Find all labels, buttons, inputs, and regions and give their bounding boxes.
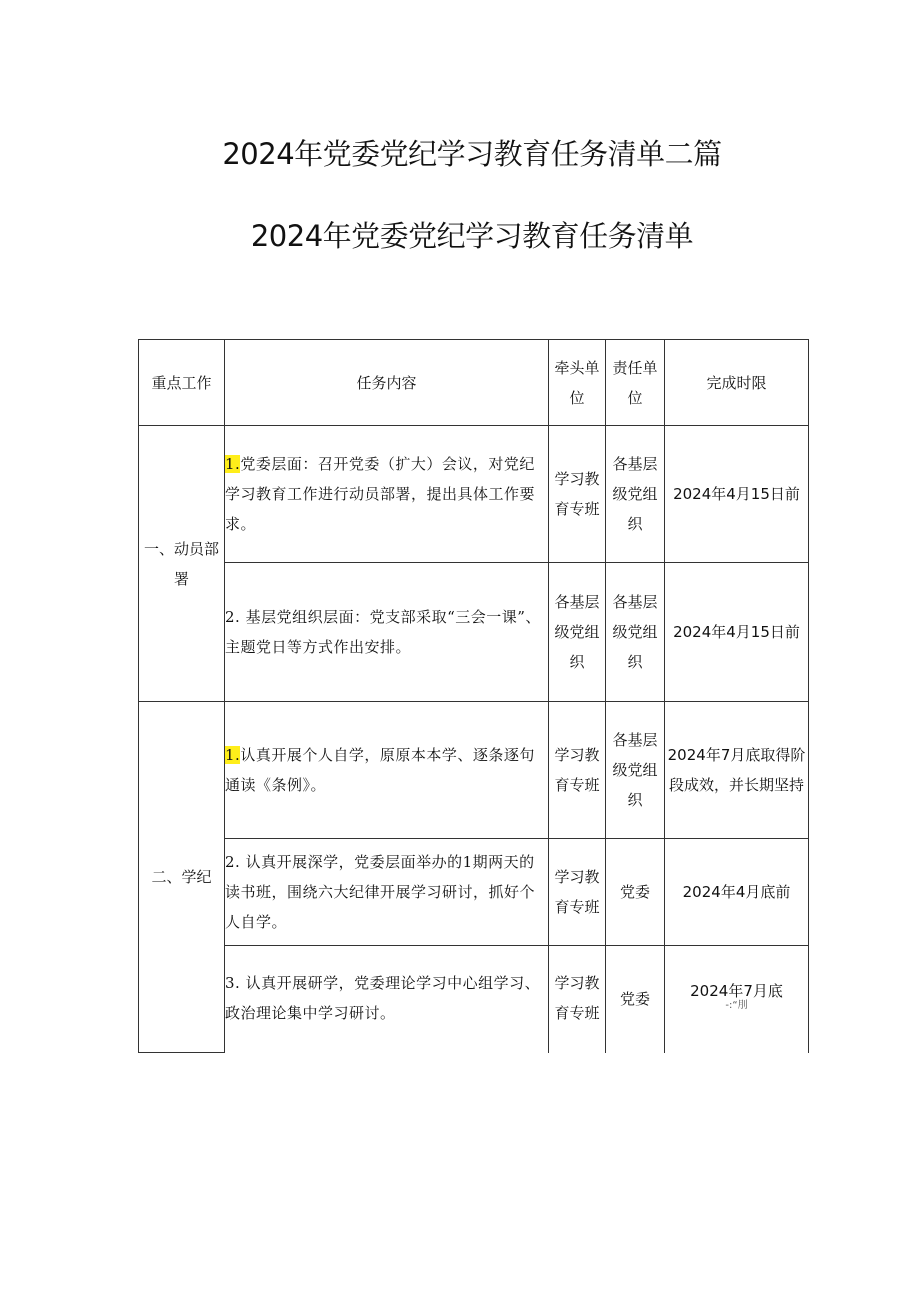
item-number: 3. bbox=[225, 974, 241, 992]
task-content-text: 基层党组织层面：党支部采取“三会一课”、主题党日等方式作出安排。 bbox=[225, 608, 541, 656]
lead-unit-cell: 学习教育专班 bbox=[549, 839, 606, 946]
lead-unit-cell: 学习教育专班 bbox=[549, 702, 606, 839]
table-row bbox=[139, 426, 809, 563]
header-content: 任务内容 bbox=[225, 340, 549, 426]
task-content-cell bbox=[225, 426, 549, 563]
task-content-cell bbox=[225, 946, 549, 1053]
document-title: 2024年党委党纪学习教育任务清单二篇 bbox=[222, 137, 722, 171]
header-lead-unit: 牵头单位 bbox=[549, 340, 606, 426]
task-content-text: 认真开展研学，党委理论学习中心组学习、政治理论集中学习研讨。 bbox=[225, 974, 541, 1022]
table-row bbox=[139, 839, 809, 946]
category-cell: 一、动员部署 bbox=[139, 426, 225, 702]
category-cell: 二、学纪 bbox=[139, 702, 225, 1053]
responsible-unit-cell: 党委 bbox=[606, 839, 665, 946]
item-number-highlight: 1. bbox=[225, 746, 241, 764]
task-content-cell bbox=[225, 702, 549, 839]
deadline-cell bbox=[665, 946, 809, 1053]
table-title: 2024年党委党纪学习教育任务清单 bbox=[250, 219, 694, 253]
item-number: 2. bbox=[225, 608, 241, 626]
header-deadline: 完成时限 bbox=[665, 340, 809, 426]
header-responsible-unit: 责任单位 bbox=[606, 340, 665, 426]
deadline-cell: 2024年4月底前 bbox=[665, 839, 809, 946]
responsible-unit-cell: 各基层级党组织 bbox=[606, 563, 665, 702]
task-list-table bbox=[138, 339, 809, 1053]
lead-unit-cell: 学习教育专班 bbox=[549, 426, 606, 563]
deadline-cell: 2024年7月底取得阶段成效，并长期坚持 bbox=[665, 702, 809, 839]
table-row bbox=[139, 702, 809, 839]
item-number: 2. bbox=[225, 853, 241, 871]
deadline-cell: 2024年4月15日前 bbox=[665, 563, 809, 702]
task-content-text: 党委层面：召开党委（扩大）会议，对党纪学习教育工作进行动员部署，提出具体工作要求。 bbox=[225, 455, 536, 533]
lead-unit-cell: 学习教育专班 bbox=[549, 946, 606, 1053]
task-content-text: 认真开展个人自学，原原本本学、逐条逐句通读《条例》。 bbox=[225, 746, 535, 794]
task-content-cell bbox=[225, 563, 549, 702]
task-content-text: 认真开展深学，党委层面举办的1期两天的读书班，围绕六大纪律开展学习研讨，抓好个人自学。 bbox=[225, 853, 536, 931]
table-row bbox=[139, 946, 809, 1053]
header-category: 重点工作 bbox=[139, 340, 225, 426]
responsible-unit-cell: 各基层级党组织 bbox=[606, 426, 665, 563]
header-row bbox=[139, 340, 809, 426]
task-content-cell bbox=[225, 839, 549, 946]
table-row bbox=[139, 563, 809, 702]
responsible-unit-cell: 各基层级党组织 bbox=[606, 702, 665, 839]
responsible-unit-cell: 党委 bbox=[606, 946, 665, 1053]
deadline-text: 2024年7月底 bbox=[690, 982, 783, 1000]
item-number-highlight: 1. bbox=[225, 455, 241, 473]
lead-unit-cell: 各基层级党组织 bbox=[549, 563, 606, 702]
deadline-cell: 2024年4月15日前 bbox=[665, 426, 809, 563]
deadline-note-fragment: -:“刖 bbox=[725, 1000, 748, 1011]
